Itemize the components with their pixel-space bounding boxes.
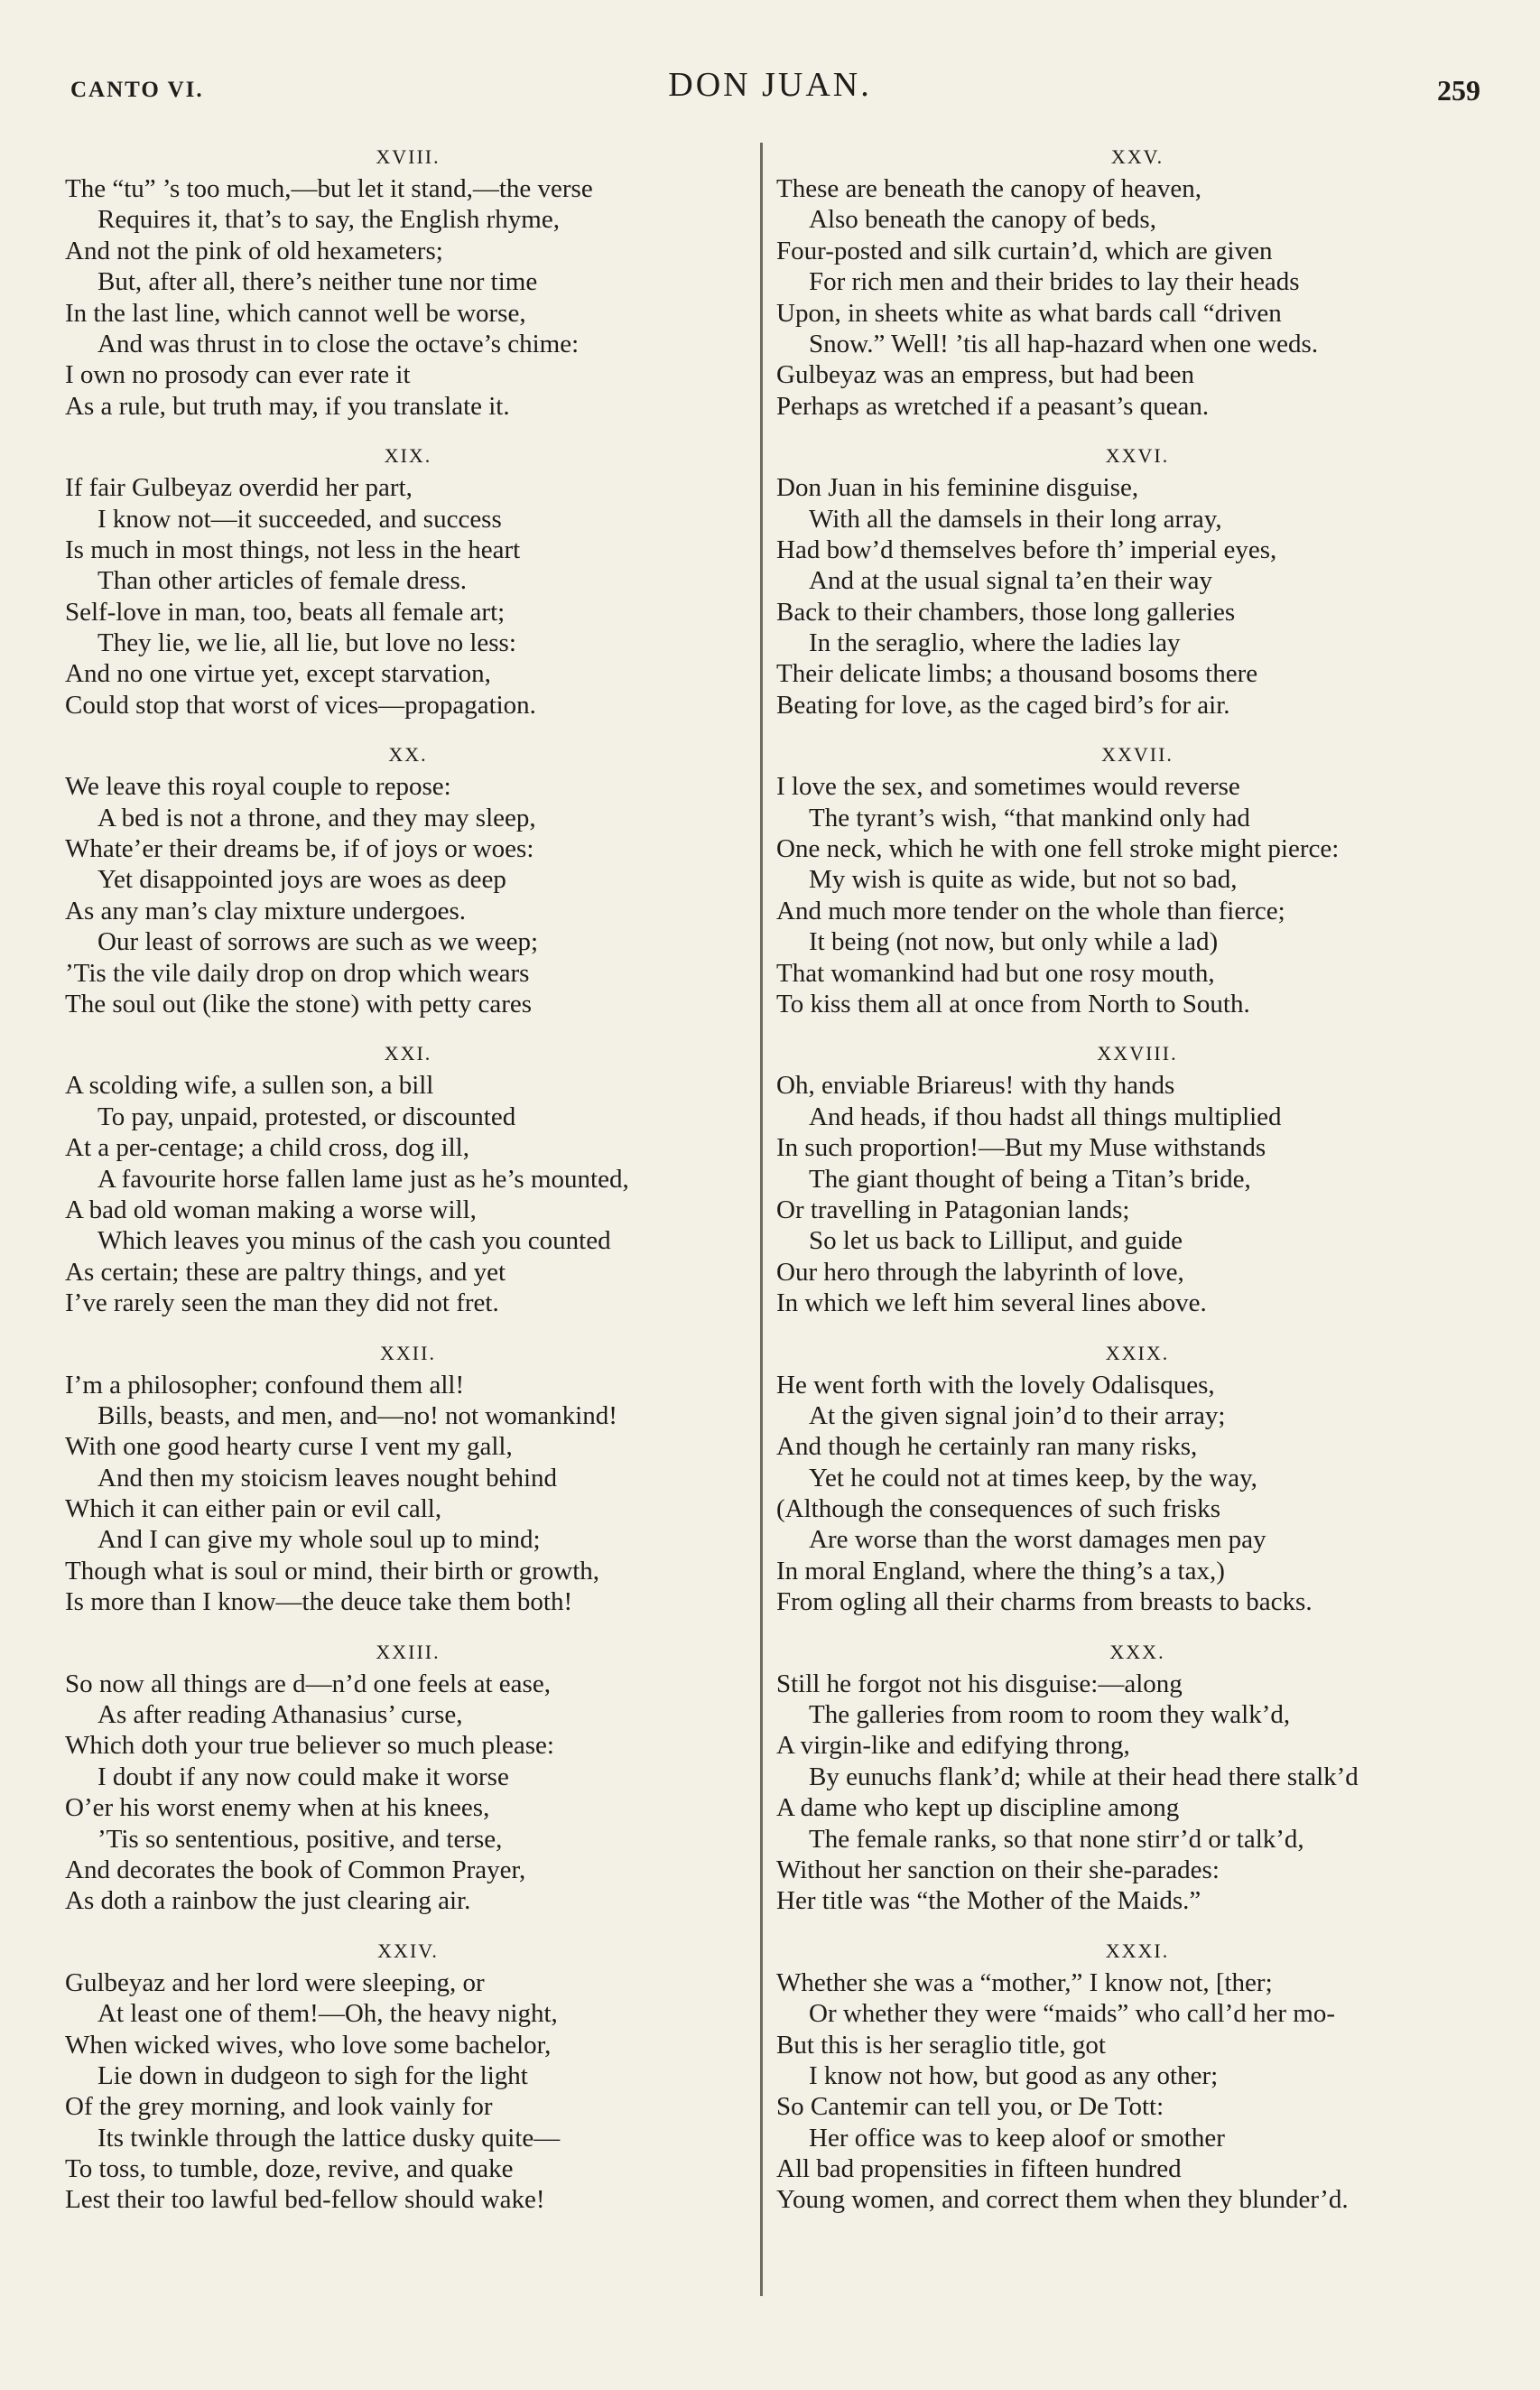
stanza-number: XXIII. <box>376 1640 441 1663</box>
verse-line: As a rule, but truth may, if you translate it. <box>65 391 510 421</box>
verse-line: But, after all, there’s neither tune nor time <box>97 267 538 297</box>
verse-line: For rich men and their brides to lay their heads <box>809 267 1300 297</box>
verse-line: Is more than I know—the deuce take them both! <box>65 1587 573 1617</box>
verse-line: These are beneath the canopy of heaven, <box>776 174 1202 203</box>
verse-line: From ogling all their charms from breasts to backs. <box>776 1587 1313 1617</box>
verse-line: We leave this royal couple to repose: <box>65 772 451 802</box>
verse-line: Beating for love, as the caged bird’s for air. <box>776 690 1230 720</box>
canto-label: CANTO VI. <box>70 78 204 102</box>
verse-line: Gulbeyaz and her lord were sleeping, or <box>65 1967 485 1997</box>
column-divider <box>760 143 763 2296</box>
verse-line: Bills, beasts, and men, and—no! not womankind! <box>97 1400 617 1430</box>
verse-line: So Cantemir can tell you, or De Tott: <box>776 2092 1164 2122</box>
verse-line: And I can give my whole soul up to mind; <box>97 1525 541 1555</box>
verse-line: Whether she was a “mother,” I know not, [ther; <box>776 1967 1273 1997</box>
verse-line: The “tu” ’s too much,—but let it stand,—the verse <box>65 174 593 203</box>
verse-line: Still he forgot not his disguise:—along <box>776 1669 1183 1698</box>
verse-line: Than other articles of female dress. <box>97 566 468 596</box>
stanza <box>776 1935 1498 2228</box>
left-column <box>65 135 751 2228</box>
stanza <box>65 739 751 1032</box>
verse-line: ’Tis so sententious, positive, and terse, <box>97 1824 503 1854</box>
verse-line: Lest their too lawful bed-fellow should wake! <box>65 2185 545 2215</box>
stanza-number: XVIII. <box>376 145 441 168</box>
verse-line: Our hero through the labyrinth of love, <box>776 1257 1184 1287</box>
verse-line: At least one of them!—Oh, the heavy night, <box>97 1999 558 2029</box>
stanza-number: XXVII. <box>1101 743 1174 767</box>
verse-line: A scolding wife, a sullen son, a bill <box>65 1071 434 1101</box>
verse-line: Its twinkle through the lattice dusky quite— <box>97 2123 561 2153</box>
verse-line: I know not—it succeeded, and success <box>97 504 502 534</box>
stanza <box>65 1037 751 1331</box>
stanza-number: XXXI. <box>1105 1939 1170 1962</box>
verse-line: As any man’s clay mixture undergoes. <box>65 896 467 925</box>
verse-line: And then my stoicism leaves nought behind <box>97 1463 558 1493</box>
verse-line: Which leaves you minus of the cash you counted <box>97 1226 611 1256</box>
verse-line: So now all things are d—n’d one feels at ease, <box>65 1669 551 1698</box>
page-number: 259 <box>1437 74 1480 107</box>
verse-line: I’ve rarely seen the man they did not fret. <box>65 1288 499 1318</box>
verse-line: Though what is soul or mind, their birth or growth, <box>65 1556 600 1586</box>
stanza <box>776 141 1498 434</box>
verse-line: Don Juan in his feminine disguise, <box>776 473 1139 503</box>
stanza <box>65 440 751 733</box>
running-title: DON JUAN. <box>668 66 872 104</box>
stanza-number: XXVIII. <box>1097 1042 1178 1065</box>
stanza <box>776 1337 1498 1631</box>
stanza-number: XIX. <box>384 444 432 468</box>
page-header <box>0 65 1540 110</box>
stanza-number: XXVI. <box>1105 444 1170 468</box>
verse-line: I know not how, but good as any other; <box>809 2060 1219 2090</box>
stanza-number: XXIX. <box>1105 1341 1170 1364</box>
verse-line: The galleries from room to room they walk’d, <box>809 1700 1291 1730</box>
verse-line: As doth a rainbow the just clearing air. <box>65 1886 471 1916</box>
verse-line: And heads, if thou hadst all things multiplied <box>809 1102 1282 1131</box>
verse-line: In such proportion!—But my Muse withstands <box>776 1133 1266 1163</box>
verse-line: Upon, in sheets white as what bards call “driven <box>776 298 1282 328</box>
verse-line: At a per-centage; a child cross, dog ill, <box>65 1133 469 1163</box>
verse-line: Are worse than the worst damages men pay <box>809 1525 1266 1555</box>
verse-line: And not the pink of old hexameters; <box>65 236 443 265</box>
stanza-number: XXX. <box>1109 1640 1165 1663</box>
verse-line: Our least of sorrows are such as we weep; <box>97 927 539 957</box>
verse-line: And much more tender on the whole than fierce; <box>776 896 1285 925</box>
verse-line: Lie down in dudgeon to sigh for the light <box>97 2060 528 2090</box>
verse-line: ’Tis the vile daily drop on drop which wears <box>65 958 530 988</box>
verse-line: Which doth your true believer so much please: <box>65 1731 554 1761</box>
verse-line: Perhaps as wretched if a peasant’s quean. <box>776 391 1210 421</box>
verse-line: Could stop that worst of vices—propagation. <box>65 690 536 720</box>
verse-line: In which we left him several lines above. <box>776 1288 1207 1318</box>
verse-line: In moral England, where the thing’s a tax,) <box>776 1556 1225 1586</box>
verse-line: Oh, enviable Briareus! with thy hands <box>776 1071 1175 1101</box>
verse-line: And though he certainly ran many risks, <box>776 1432 1198 1462</box>
verse-line: Young women, and correct them when they blunder’d. <box>776 2185 1349 2215</box>
verse-line: With one good hearty curse I vent my gall, <box>65 1432 513 1462</box>
verse-line: To kiss them all at once from North to South. <box>776 989 1250 1018</box>
verse-line: Had bow’d themselves before th’ imperial eyes, <box>776 535 1277 564</box>
stanza <box>65 1636 751 1930</box>
verse-line: In the seraglio, where the ladies lay <box>809 628 1181 658</box>
verse-line: Gulbeyaz was an empress, but had been <box>776 360 1195 390</box>
verse-line: I’m a philosopher; confound them all! <box>65 1370 465 1400</box>
verse-line: A virgin-like and edifying throng, <box>776 1731 1130 1761</box>
verse-line: A bed is not a throne, and they may sleep, <box>97 803 536 832</box>
verse-line: A bad old woman making a worse will, <box>65 1195 477 1224</box>
verse-line: All bad propensities in fifteen hundred <box>776 2154 1182 2184</box>
verse-line: The soul out (like the stone) with petty cares <box>65 989 533 1018</box>
verse-line: Self-love in man, too, beats all female art; <box>65 597 506 627</box>
verse-line: Four-posted and silk curtain’d, which are given <box>776 236 1273 265</box>
verse-line: Or whether they were “maids” who call’d her mo- <box>809 1999 1335 2029</box>
verse-line: But this is her seraglio title, got <box>776 2030 1106 2060</box>
verse-line: When wicked wives, who love some bachelor, <box>65 2030 552 2060</box>
verse-line: Yet disappointed joys are woes as deep <box>97 865 506 895</box>
stanza <box>776 739 1498 1032</box>
verse-line: Is much in most things, not less in the heart <box>65 535 521 564</box>
stanza-number: XXI. <box>384 1042 432 1065</box>
right-column <box>776 135 1498 2228</box>
verse-line: O’er his worst enemy when at his knees, <box>65 1793 490 1823</box>
verse-line: If fair Gulbeyaz overdid her part, <box>65 473 413 503</box>
stanza-number: XXV. <box>1110 145 1164 168</box>
verse-line: He went forth with the lovely Odalisques, <box>776 1370 1215 1400</box>
verse-line: They lie, we lie, all lie, but love no less: <box>97 628 516 658</box>
stanza <box>65 1337 751 1631</box>
stanza <box>776 440 1498 733</box>
verse-line: Yet he could not at times keep, by the way, <box>809 1463 1257 1493</box>
verse-line: And was thrust in to close the octave’s chime: <box>97 329 580 358</box>
stanza <box>776 1636 1498 1930</box>
verse-line: And no one virtue yet, except starvation, <box>65 659 491 689</box>
verse-line: Of the grey morning, and look vainly for <box>65 2092 493 2122</box>
verse-line: Her title was “the Mother of the Maids.” <box>776 1886 1201 1916</box>
verse-line: And decorates the book of Common Prayer, <box>65 1855 526 1884</box>
verse-line: The tyrant’s wish, “that mankind only had <box>809 803 1250 832</box>
verse-line: At the given signal join’d to their array; <box>809 1400 1226 1430</box>
verse-line: By eunuchs flank’d; while at their head there stalk’d <box>809 1762 1359 1791</box>
verse-line: Without her sanction on their she-parades: <box>776 1855 1220 1884</box>
stanza <box>65 141 751 434</box>
verse-line: The giant thought of being a Titan’s bride, <box>809 1164 1251 1194</box>
verse-line: Which it can either pain or evil call, <box>65 1494 442 1524</box>
verse-line: Requires it, that’s to say, the English rhyme, <box>97 205 560 235</box>
verse-line: In the last line, which cannot well be worse, <box>65 298 526 328</box>
verse-line: As after reading Athanasius’ curse, <box>97 1700 463 1730</box>
verse-line: I love the sex, and sometimes would reverse <box>776 772 1240 802</box>
verse-line: Whate’er their dreams be, if of joys or woes: <box>65 834 534 864</box>
verse-line: Her office was to keep aloof or smother <box>809 2123 1225 2153</box>
verse-line: It being (not now, but only while a lad) <box>809 927 1219 957</box>
verse-line: Snow.” Well! ’tis all hap-hazard when one weds. <box>809 329 1319 358</box>
verse-line: Also beneath the canopy of beds, <box>809 205 1156 235</box>
verse-line: That womankind had but one rosy mouth, <box>776 958 1215 988</box>
verse-line: A favourite horse fallen lame just as he’s mounted, <box>97 1164 629 1194</box>
verse-line: I own no prosody can ever rate it <box>65 360 411 390</box>
verse-line: The female ranks, so that none stirr’d or talk’d, <box>809 1824 1304 1854</box>
verse-line: To pay, unpaid, protested, or discounted <box>97 1102 516 1131</box>
verse-line: With all the damsels in their long array, <box>809 504 1222 534</box>
stanza <box>776 1037 1498 1331</box>
verse-line: A dame who kept up discipline among <box>776 1793 1180 1823</box>
verse-line: I doubt if any now could make it worse <box>97 1762 509 1791</box>
verse-line: Back to their chambers, those long galleries <box>776 597 1236 627</box>
stanza-number: XXII. <box>380 1341 436 1364</box>
verse-line: Or travelling in Patagonian lands; <box>776 1195 1130 1224</box>
stanza <box>65 1935 751 2228</box>
verse-line: And at the usual signal ta’en their way <box>809 566 1212 596</box>
verse-line: One neck, which he with one fell stroke might pierce: <box>776 834 1340 864</box>
stanza-number: XX. <box>388 743 428 767</box>
verse-line: To toss, to tumble, doze, revive, and quake <box>65 2154 514 2184</box>
stanza-number: XXIV. <box>377 1939 439 1962</box>
verse-line: As certain; these are paltry things, and yet <box>65 1257 506 1287</box>
verse-line: (Although the consequences of such frisks <box>776 1494 1221 1524</box>
verse-line: Their delicate limbs; a thousand bosoms there <box>776 659 1258 689</box>
verse-line: So let us back to Lilliput, and guide <box>809 1226 1183 1256</box>
verse-line: My wish is quite as wide, but not so bad, <box>809 865 1238 895</box>
